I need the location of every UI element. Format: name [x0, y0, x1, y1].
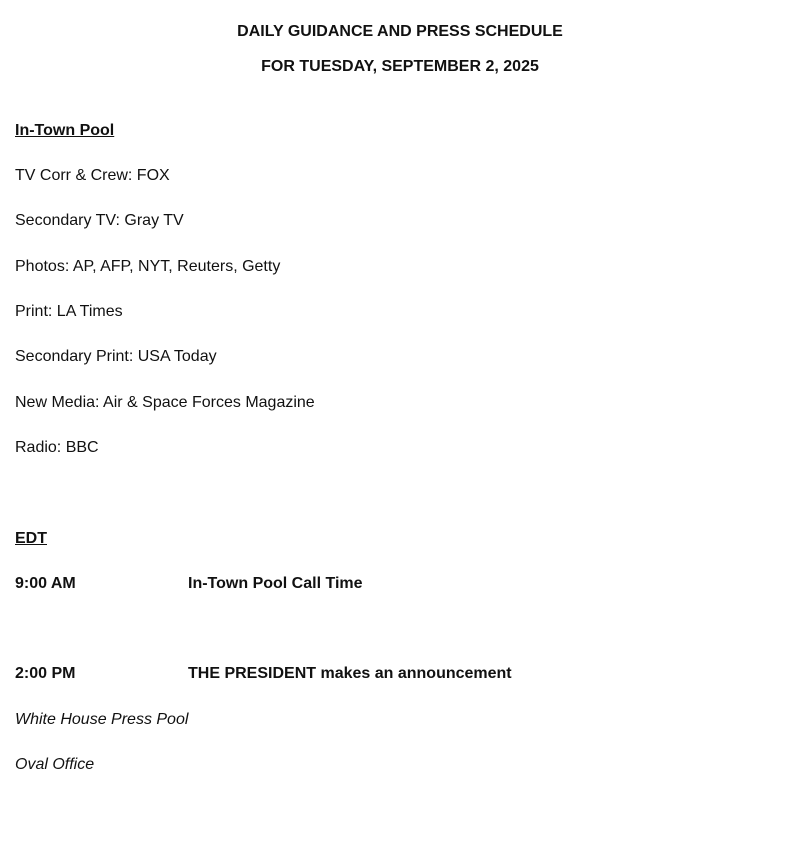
pool-entry-secondary-print: Secondary Print: USA Today: [15, 348, 217, 365]
pool-heading: In-Town Pool: [15, 122, 115, 139]
pool-entry-tv-corr: TV Corr & Crew: FOX: [15, 167, 170, 184]
schedule-time: 9:00 AM: [15, 575, 76, 592]
event-location: Oval Office: [15, 756, 95, 773]
event-coverage: White House Press Pool: [15, 711, 189, 728]
pool-entry-print: Print: LA Times: [15, 303, 123, 320]
schedule-row-announcement: [15, 664, 785, 684]
schedule-time: 2:00 PM: [15, 665, 76, 682]
pool-entry-radio: Radio: BBC: [15, 439, 99, 456]
pool-entry-new-media: New Media: Air & Space Forces Magazine: [15, 394, 315, 411]
pool-entry-secondary-tv: Secondary TV: Gray TV: [15, 212, 184, 229]
schedule-row-call-time: [15, 574, 785, 594]
timezone-heading: EDT: [15, 530, 47, 547]
schedule-event: THE PRESIDENT makes an announcement: [188, 665, 512, 682]
pool-entry-photos: Photos: AP, AFP, NYT, Reuters, Getty: [15, 258, 281, 275]
document-date: FOR TUESDAY, SEPTEMBER 2, 2025: [261, 58, 539, 75]
document-title: DAILY GUIDANCE AND PRESS SCHEDULE: [237, 23, 563, 40]
schedule-event: In-Town Pool Call Time: [188, 575, 363, 592]
